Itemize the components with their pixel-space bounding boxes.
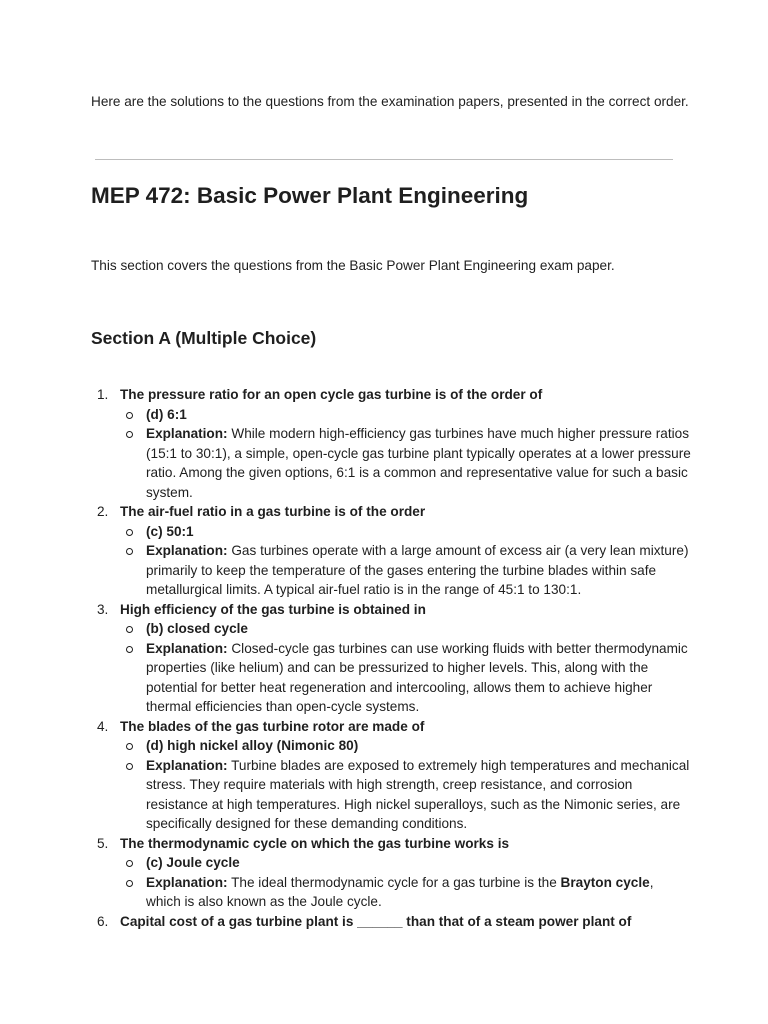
question-number: 1. xyxy=(97,387,109,402)
explanation-text: While modern high-efficiency gas turbines have much higher pressure ratios (15:1 to 30:1), a simple, open-cycle gas turbine plant typically operates at a lower pressure ratio. Among the given options, 6:1 is a common and representative value for such a basic system. xyxy=(146,426,691,500)
explanation-text: Turbine blades are exposed to extremely high temperatures and mechanical stress. They require materials with high strength, creep resistance, and corrosion resistance at high temperatures. High nickel superalloys, such as the Nimonic series, are specifically designed for these demanding conditions. xyxy=(146,757,690,831)
explanation-label: Explanation: xyxy=(146,874,228,890)
explanation-text-after: , which is also known as the Joule cycle. xyxy=(146,874,654,909)
hollow-bullet-icon xyxy=(126,763,133,770)
hollow-bullet-icon xyxy=(126,646,133,653)
answer-item xyxy=(120,619,691,639)
answer-text: (b) closed cycle xyxy=(146,621,248,636)
hollow-bullet-icon xyxy=(126,431,133,438)
question-text: The pressure ratio for an open cycle gas turbine is of the order of xyxy=(120,387,543,402)
answer-item xyxy=(120,853,691,873)
question-number: 4. xyxy=(97,718,109,734)
answer-list xyxy=(120,522,691,600)
document-title: MEP 472: Basic Power Plant Engineering xyxy=(91,183,529,208)
question-item xyxy=(91,502,691,600)
answer-text: (c) Joule cycle xyxy=(146,855,240,870)
explanation-label: Explanation: xyxy=(146,426,228,441)
hollow-bullet-icon xyxy=(126,860,133,867)
question-text: The air-fuel ratio in a gas turbine is of the order xyxy=(120,504,426,519)
intro-text: Here are the solutions to the questions from the examination papers, presented in the correct order. xyxy=(91,94,689,109)
answer-text: (d) high nickel alloy (Nimonic 80) xyxy=(146,738,359,753)
explanation-item xyxy=(120,541,691,600)
hollow-bullet-icon xyxy=(126,548,133,555)
hollow-bullet-icon xyxy=(126,626,133,633)
hollow-bullet-icon xyxy=(126,529,133,536)
question-item xyxy=(91,385,691,502)
question-list xyxy=(91,385,691,931)
explanation-label: Explanation: xyxy=(146,757,228,773)
answer-text: (d) 6:1 xyxy=(146,406,187,422)
question-number: 6. xyxy=(97,913,109,929)
question-item xyxy=(91,600,691,717)
question-number: 3. xyxy=(97,601,109,617)
explanation-label: Explanation: xyxy=(146,543,228,558)
question-item xyxy=(91,834,691,912)
explanation-text: Closed-cycle gas turbines can use working fluids with better thermodynamic properties (like helium) and can be pressurized to higher levels. This, along with the potential for better heat regeneration and intercooling, allows them to achieve higher thermal efficiencies than open-cycle systems. xyxy=(146,640,688,714)
explanation-emphasis: Brayton cycle xyxy=(560,874,650,890)
section-intro-text: This section covers the questions from the Basic Power Plant Engineering exam paper. xyxy=(91,258,615,273)
hollow-bullet-icon xyxy=(126,412,133,419)
question-text: Capital cost of a gas turbine plant is ______ than that of a steam power plant of xyxy=(120,913,632,929)
answer-list xyxy=(120,736,691,834)
hollow-bullet-icon xyxy=(126,743,133,750)
section-heading: Section A (Multiple Choice) xyxy=(91,328,317,348)
explanation-item xyxy=(120,873,691,912)
explanation-label: Explanation: xyxy=(146,640,228,656)
hollow-bullet-icon xyxy=(126,880,133,887)
answer-item xyxy=(120,522,691,542)
question-number: 2. xyxy=(97,504,109,519)
answer-list xyxy=(120,619,691,717)
answer-list xyxy=(120,405,691,503)
explanation-item xyxy=(120,424,691,502)
explanation-text: Gas turbines operate with a large amount of excess air (a very lean mixture) primarily to keep the temperature of the gases entering the turbine blades within safe metallurgical limits. A typical air-fuel ratio is in the range of 45:1 to 130:1. xyxy=(146,543,689,597)
answer-item xyxy=(120,736,691,756)
answer-item xyxy=(120,405,691,425)
answer-text: (c) 50:1 xyxy=(146,523,194,539)
question-text: High efficiency of the gas turbine is obtained in xyxy=(120,601,426,617)
answer-list xyxy=(120,853,691,912)
question-item xyxy=(91,717,691,834)
horizontal-divider xyxy=(95,159,673,160)
question-number: 5. xyxy=(97,835,109,851)
explanation-item xyxy=(120,639,691,717)
explanation-text-before: The ideal thermodynamic cycle for a gas turbine is the xyxy=(231,874,561,890)
explanation-item xyxy=(120,756,691,834)
question-text: The thermodynamic cycle on which the gas turbine works is xyxy=(120,835,510,851)
question-item xyxy=(91,912,691,932)
question-text: The blades of the gas turbine rotor are made of xyxy=(120,718,425,734)
